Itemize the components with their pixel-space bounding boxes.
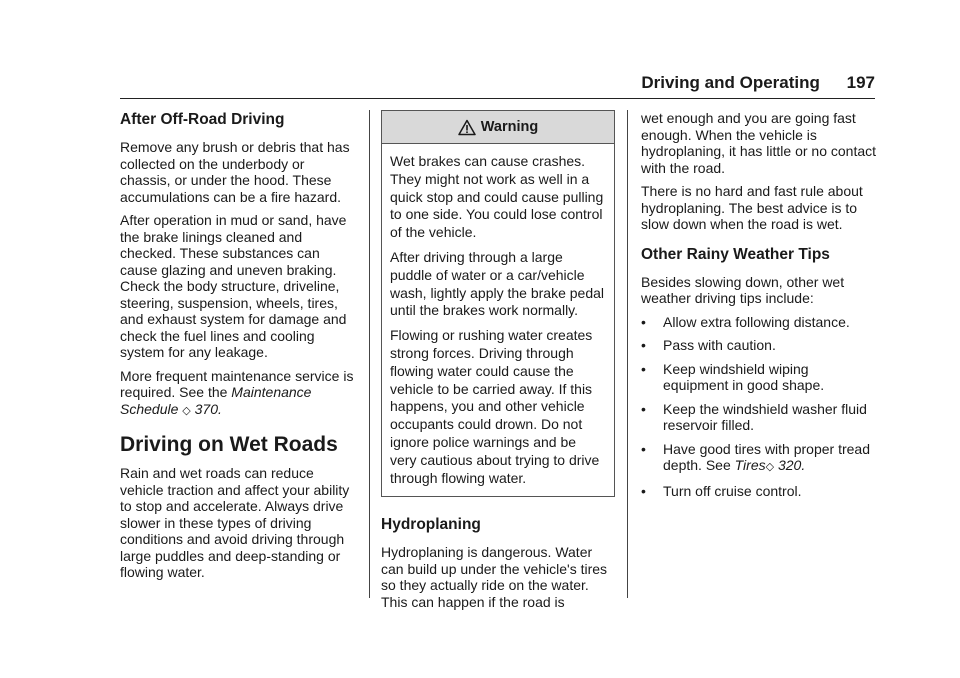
list-item-text: Have good tires with proper tread depth. See: [663, 440, 870, 473]
section-title: Driving and Operating: [641, 73, 820, 92]
page-number: 197: [846, 73, 875, 92]
list-item: [641, 483, 877, 500]
heading-hydroplaning: Hydroplaning: [381, 516, 481, 534]
warning-paragraph: Flowing or rushing water creates strong forces. Driving through flowing water could cause the vehicle to be carried away. If this happens, you and other vehicle occupants could drown. Do not ignore police warnings and be very cautious about trying to drive through flowing water.: [390, 327, 600, 486]
paragraph: Besides slowing down, other wet weather driving tips include:: [641, 273, 845, 306]
list-item: [641, 441, 877, 476]
warning-paragraph: After driving through a large puddle of water or a car/vehicle wash, lightly apply the brake pedal until the brakes work normally.: [390, 248, 605, 319]
paragraph: Rain and wet roads can reduce vehicle traction and affect your ability to stop and accelerate. Always drive slower in these types of driving conditions and avoid driving through large puddles and deep-standing or flowing water.: [120, 465, 350, 580]
paragraph: After operation in mud or sand, have the brake linings cleaned and checked. These substances can cause glazing and uneven braking. Check the body structure, driveline, steering, suspension, wheels, tires, and exhaust system for damage and check the fuel lines and cooling system for any leakage.: [120, 212, 347, 360]
header-rule: [120, 98, 875, 99]
list-item: [641, 314, 877, 331]
list-item-text: Keep windshield wiping equipment in good shape.: [663, 360, 825, 393]
bullet-mark: •: [641, 482, 646, 499]
warning-title: Warning: [480, 119, 539, 135]
bullet-mark: •: [641, 400, 646, 417]
page-ref[interactable]: 370.: [190, 400, 222, 417]
heading-driving-on-wet-roads: Driving on Wet Roads: [120, 433, 338, 456]
column-divider-left: [369, 110, 370, 598]
list-item-text: Turn off cruise control.: [663, 482, 802, 499]
paragraph: Remove any brush or debris that has collected on the underbody or chassis, or under the hood. These accumulations can be a fire hazard.: [120, 139, 350, 205]
column-right: [641, 110, 877, 506]
page-ref-icon: ◇: [765, 461, 775, 473]
list-item: [641, 361, 877, 394]
paragraph-maintenance: [120, 368, 358, 420]
bullet-mark: •: [641, 313, 646, 330]
page-ref-icon: ◇: [182, 404, 191, 417]
warning-triangle-icon: [458, 119, 476, 136]
page-ref[interactable]: 320.: [774, 457, 806, 473]
list-item-text: Allow extra following distance.: [663, 313, 850, 330]
bullet-mark: •: [641, 337, 646, 353]
list-item-text: Pass with caution.: [663, 337, 776, 353]
list-item-text: Keep the windshield washer fluid reservoir filled.: [663, 400, 867, 433]
list-item: [641, 337, 877, 354]
column-middle: [381, 110, 615, 617]
warning-header: [382, 111, 614, 144]
heading-after-off-road-driving: After Off-Road Driving: [120, 111, 285, 128]
tires-link[interactable]: Tires: [734, 457, 766, 473]
column-divider-right: [627, 110, 628, 598]
tips-list: [641, 314, 877, 500]
heading-other-rainy-weather-tips: Other Rainy Weather Tips: [641, 245, 830, 263]
running-header: [120, 72, 875, 96]
bullet-mark: •: [641, 360, 646, 377]
warning-box: [381, 110, 615, 497]
warning-paragraph: Wet brakes can cause crashes. They might not work as well in a quick stop and could cause pulling to one side. You could lose control of the vehicle.: [390, 153, 604, 241]
paragraph: There is no hard and fast rule about hydroplaning. The best advice is to slow down when the road is wet.: [641, 183, 863, 232]
paragraph: Hydroplaning is dangerous. Water can build up under the vehicle's tires so they actually ride on the water. This can happen if the road is: [381, 544, 608, 610]
column-left: [120, 110, 358, 588]
paragraph-text: More frequent maintenance service is required. See the: [120, 367, 354, 400]
paragraph: wet enough and you are going fast enough. When the vehicle is hydroplaning, it has little or no contact with the road.: [641, 110, 877, 176]
maintenance-schedule-link[interactable]: Maintenance Schedule: [120, 384, 312, 417]
bullet-mark: •: [641, 440, 646, 457]
warning-body: [382, 144, 614, 496]
list-item: [641, 401, 877, 434]
